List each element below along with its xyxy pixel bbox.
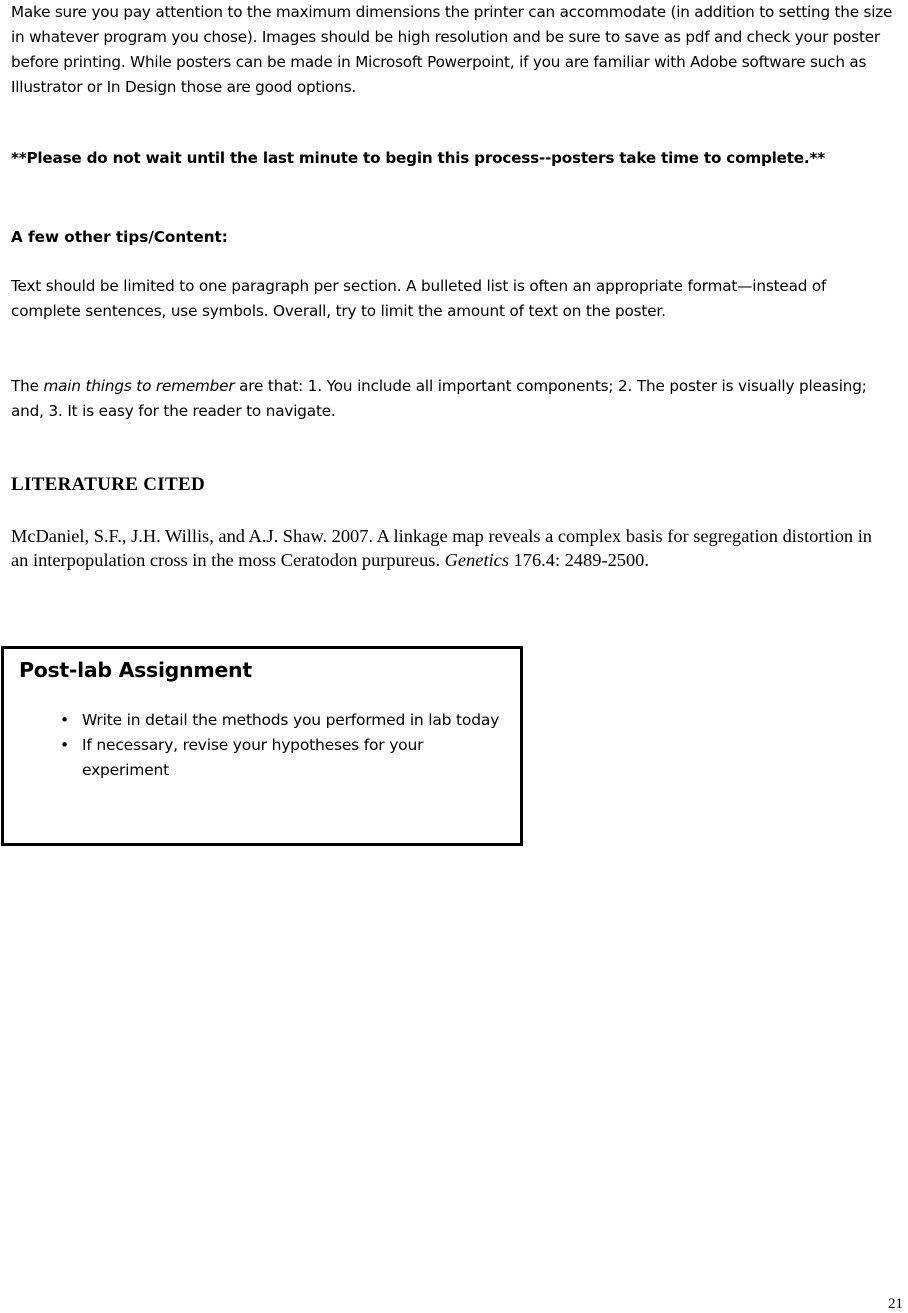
paragraph-warning: **Please do not wait until the last minute to begin this process--posters take time to complete.** (11, 149, 825, 167)
assignment-item-text: If necessary, revise your hypotheses for your experiment (82, 736, 424, 779)
assignment-title: Post-lab Assignment (19, 658, 252, 682)
paragraph-text-limit: Text should be limited to one paragraph per section. A bulleted list is often an appropriate format—instead of complete sentences, use symbols. Overall, try to limit the amount of text on the poster. (11, 277, 827, 320)
assignment-list (4, 708, 520, 783)
bullet-icon: • (60, 711, 69, 729)
citation-journal: Genetics (444, 550, 509, 570)
literature-cited-heading: LITERATURE CITED (11, 474, 205, 495)
paragraph-printing-instructions: Make sure you pay attention to the maximum dimensions the printer can accommodate (in addition to setting the size in whatever program you chose). Images should be high resolution and be sure to save as pdf and check your poster before printing. While posters can be made in Microsoft Powerpoint, if you are familiar with Adobe software such as Illustrator or In Design those are good options. (11, 3, 893, 96)
remember-suffix: are that: 1. You include all important components; 2. The poster is visually pleasing; and, 3. It is easy for the reader to navigate. (11, 377, 867, 420)
tips-heading: A few other tips/Content: (11, 228, 228, 246)
remember-emphasis: main things to remember (43, 377, 235, 395)
post-lab-assignment-box (1, 646, 523, 846)
bullet-icon: • (60, 736, 69, 754)
assignment-item (4, 708, 520, 733)
assignment-item-text: Write in detail the methods you performed in lab today (82, 711, 500, 729)
citation-tail: 176.4: 2489-2500. (508, 550, 649, 570)
assignment-item (4, 733, 520, 783)
citation-entry (11, 524, 891, 572)
remember-prefix: The (11, 377, 44, 395)
citation-main: McDaniel, S.F., J.H. Willis, and A.J. Shaw. 2007. A linkage map reveals a complex basis for segregation distortion in an interpopulation cross in the moss Ceratodon purpureus. (11, 526, 873, 570)
paragraph-main-things (11, 374, 895, 424)
page-number: 21 (888, 1296, 903, 1312)
